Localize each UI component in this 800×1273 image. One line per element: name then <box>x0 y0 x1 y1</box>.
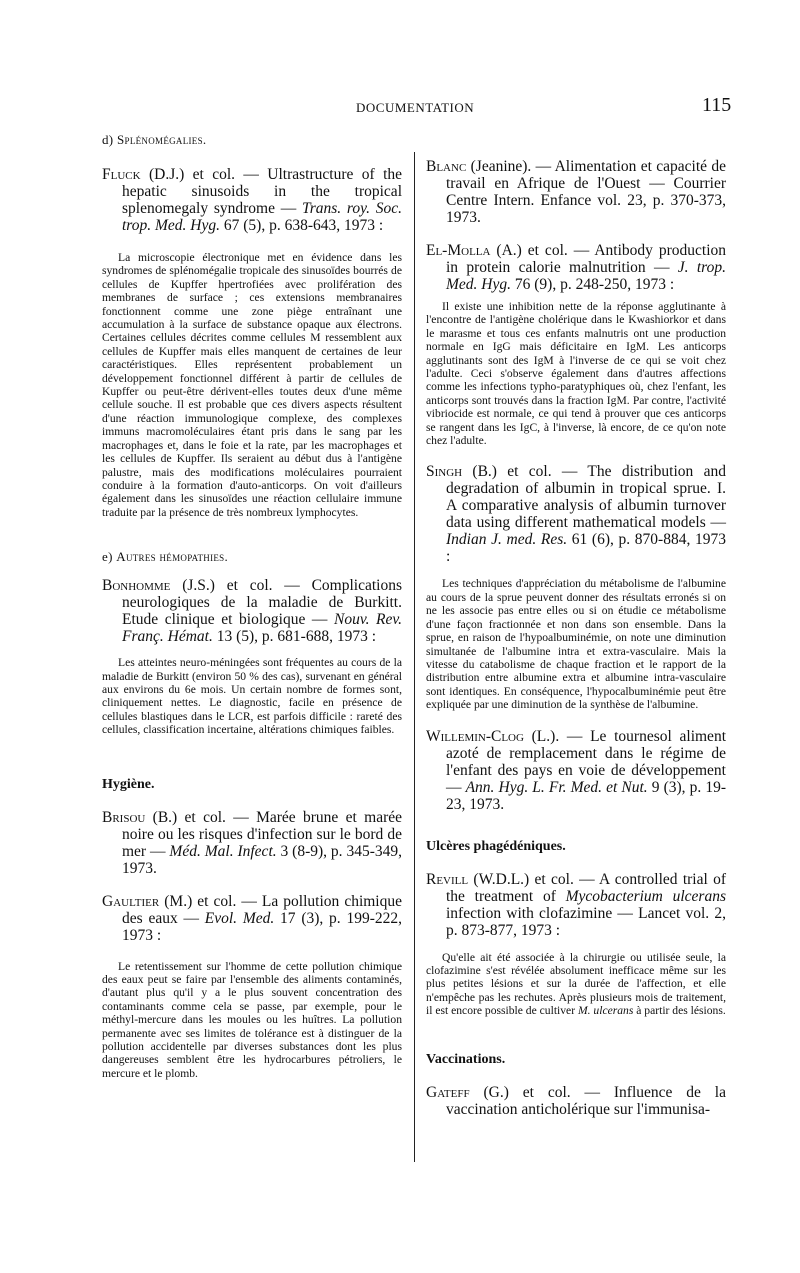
section-heading: Vaccinations. <box>426 1051 506 1067</box>
reference-citation: Bonhomme (J.S.) et col. — Complications neurologiques de la maladie de Burkitt. Etude clinique et biologique — Nouv. Rev. Franç. Hémat. 13 (5), p. 681-688, 1973 : <box>102 577 402 646</box>
subsection-heading: e) Autres hémopathies. <box>102 549 229 565</box>
reference-entry <box>102 577 402 736</box>
reference-author: Bonhomme <box>102 577 171 595</box>
reference-author: Fluck <box>102 166 141 183</box>
reference-author: Brisou <box>102 808 146 826</box>
reference-author: Blanc <box>426 158 467 175</box>
reference-entry <box>426 871 726 1018</box>
reference-entry <box>426 1084 726 1118</box>
reference-abstract: Les atteintes neuro-méningées sont fréquentes au cours de la maladie de Burkitt (environ 50 % des cas), survenant en général aux environs du 6e mois. Un certain nombre de formes sont, cliniquement nettes. Le diagnostic, facile en présence de cellules blastiques dans le LCR, est parfois difficile : rareté des cellules, classification incertaine, altérations chimiques faibles. <box>102 656 402 737</box>
section-heading: Ulcères phagédéniques. <box>426 838 566 854</box>
column-divider <box>414 152 415 1162</box>
reference-citation: Singh (B.) et col. — The distribution and degradation of albumin in tropical sprue. I. A comparative analysis of albumin turnover data using different mathematical models — Indian J. med. Res. 61 (6), p. 870-884, 1973 : <box>426 463 726 566</box>
reference-entry <box>102 166 402 519</box>
reference-citation: Revill (W.D.L.) et col. — A controlled trial of the treatment of Mycobacterium ulcerans infection with clofazimine — Lancet vol. 2, p. 873-877, 1973 : <box>426 870 726 939</box>
reference-citation: Gaultier (M.) et col. — La pollution chimique des eaux — Evol. Med. 17 (3), p. 199-222, 1973 : <box>102 892 402 944</box>
reference-abstract: Qu'elle ait été associée à la chirurgie ou utilisée seule, la clofazimine s'est révélée absolument inefficace même sur les plus petites lésions et sur la durée de l'affection, et elle n'empêche pas les rechutes. Après plusieurs mois de traitement, il est encore possible de cultiver M. ulcerans à partir des lésions. <box>426 950 726 1018</box>
reference-entry <box>102 809 402 877</box>
reference-entry <box>426 158 726 226</box>
reference-citation: Blanc (Jeanine). — Alimentation et capacité de travail en Afrique de l'Ouest — Courrier Centre Intern. Enfance vol. 23, p. 370-373, 1973. <box>426 158 726 226</box>
reference-author: El-Molla <box>426 242 491 259</box>
reference-citation: El-Molla (A.) et col. — Antibody production in protein calorie malnutrition — J. trop. Med. Hyg. 76 (9), p. 248-250, 1973 : <box>426 242 726 293</box>
reference-author: Gaultier <box>102 892 160 910</box>
reference-entry <box>426 242 726 447</box>
reference-journal: Ann. Hyg. L. Fr. Med. et Nut. <box>465 778 648 796</box>
reference-citation: Brisou (B.) et col. — Marée brune et marée noire ou les risques d'infection sur le bord de mer — Méd. Mal. Infect. 3 (8-9), p. 345-349, 1973. <box>102 808 402 877</box>
reference-citation: Gateff (G.) et col. — Influence de la vaccination anticholérique sur l'immunisa- <box>426 1083 726 1118</box>
subsection-heading: d) Splénomégalies. <box>102 132 207 147</box>
reference-author: Gateff <box>426 1083 470 1101</box>
reference-entry <box>426 463 726 711</box>
right-column <box>426 158 726 1118</box>
reference-abstract: La microscopie électronique met en évidence dans les syndromes de splénomégalie tropicale des sinusoïdes bourrés de cellules de Kupffer hpertrofiées avec prolifération des membranes de surface ; ces extensions membranaires fonctionnent comme une zone piège entraînant une accumulation à la surface de substance opaque aux électrons. Certaines cellules décrites comme cellules M ressemblent aux cellules de Kupffer mais elles manquent de certaines de leur caractéristiques. Elles représentent probablement un développement fonctionnel différent à partir de cellules de Kupffer ou peut-être dérivent-elles toutes deux d'une même cellule souche. Il est probable que ces divers aspects résultent d'une réaction immunologique complexe, des complexes immuns macromoléculaires étant pris dans le sang par les macrophages et, dans le foie et la rate, par les macrophages et les cellules de Kupffer. Ils seraient au début dus à l'antigène palustre, mais des modifications moléculaires pourraient conduire à la formation d'auto-anticorps. On voit d'ailleurs également dans les sinusoïdes une réaction cellulaire immune traduite par la présence de très nombreux lymphocytes. <box>102 251 402 519</box>
reference-author: Singh <box>426 463 463 481</box>
section-heading: Hygiène. <box>102 776 155 792</box>
reference-journal: Méd. Mal. Infect. <box>169 842 277 860</box>
reference-abstract: Les techniques d'appréciation du métabolisme de l'albumine au cours de la sprue peuvent donner des résultats erronés si on ne les associe pas entre elles ou si on étudie ce métabolisme d'une façon fractionnée et non dans son ensemble. Dans la sprue, en raison de l'hypoalbuminémie, on note une diminution simultanée de l'albumine intra et extra-vasculaire. Mais la vitesse du catabolisme de chaque fraction et le rapport de la distribution entre albumine extra et albumine intra-vasculaire sont identiques. En conséquence, l'hypocalbuminémie peut être expliquée par une diminution de la synthèse de l'albumine. <box>426 577 726 712</box>
left-column <box>102 132 402 1080</box>
reference-journal: Trans. roy. Soc. trop. Med. Hyg. <box>122 200 402 234</box>
reference-abstract: Il existe une inhibition nette de la réponse agglutinante à l'encontre de l'antigène cholérique dans le Kwashiorkor et dans le marasme et tous ces enfants malnutris ont une production normale en IgG mais déficitaire en IgM. Les anticorps agglutinants sont des IgM à l'inverse de ce qui se voit chez l'adulte. Ceci s'observe également dans d'autres affections comme les infections typho-paratyphiques où, chez l'enfant, les anticorps sont trouvés dans la fraction IgM. Par contre, l'activité vibriocide est normale, ce qui tend à prouver que ces anticorps se rangent dans les IgC, à l'inverse, là encore, de ce qu'on note chez l'adulte. <box>426 300 726 448</box>
running-title: DOCUMENTATION <box>356 100 475 115</box>
reference-citation: Willemin-Clog (L.). — Le tournesol aliment azoté de remplacement dans le régime de l'enfant des pays en voie de développement — Ann. Hyg. L. Fr. Med. et Nut. 9 (3), p. 19-23, 1973. <box>426 727 726 813</box>
reference-journal: J. trop. Med. Hyg. <box>446 259 726 293</box>
reference-author: Revill <box>426 870 469 888</box>
reference-entry <box>102 893 402 1081</box>
reference-entry <box>426 728 726 813</box>
reference-journal: Evol. Med. <box>204 909 275 927</box>
reference-abstract: Le retentissement sur l'homme de cette pollution chimique des eaux peut se faire par l'ensemble des aliments contaminés, d'autant plus qu'il y a le plus souvent concentration des contaminants comme cela se passe, par exemple, pour le méthyl-mercure dans les moules ou les huîtres. La pollution permanente avec ses limites de tolérance est à distinguer de la pollution accidentelle par diverses substances dont les plus dangereuses semblent être les hydrocarbures pétroliers, le mercure et le plomb. <box>102 959 402 1080</box>
reference-journal: Mycobacterium ulcerans <box>565 887 726 905</box>
reference-journal: Indian J. med. Res. <box>446 531 568 549</box>
reference-author: Willemin-Clog <box>426 727 524 745</box>
page-number: 115 <box>702 94 732 116</box>
reference-citation: Fluck (D.J.) et col. — Ultrastructure of the hepatic sinusoids in the tropical splenomegaly syndrome — Trans. roy. Soc. trop. Med. Hyg. 67 (5), p. 638-643, 1973 : <box>102 166 402 234</box>
page-header <box>0 94 800 118</box>
reference-journal: Nouv. Rev. Franç. Hémat. <box>122 611 402 646</box>
